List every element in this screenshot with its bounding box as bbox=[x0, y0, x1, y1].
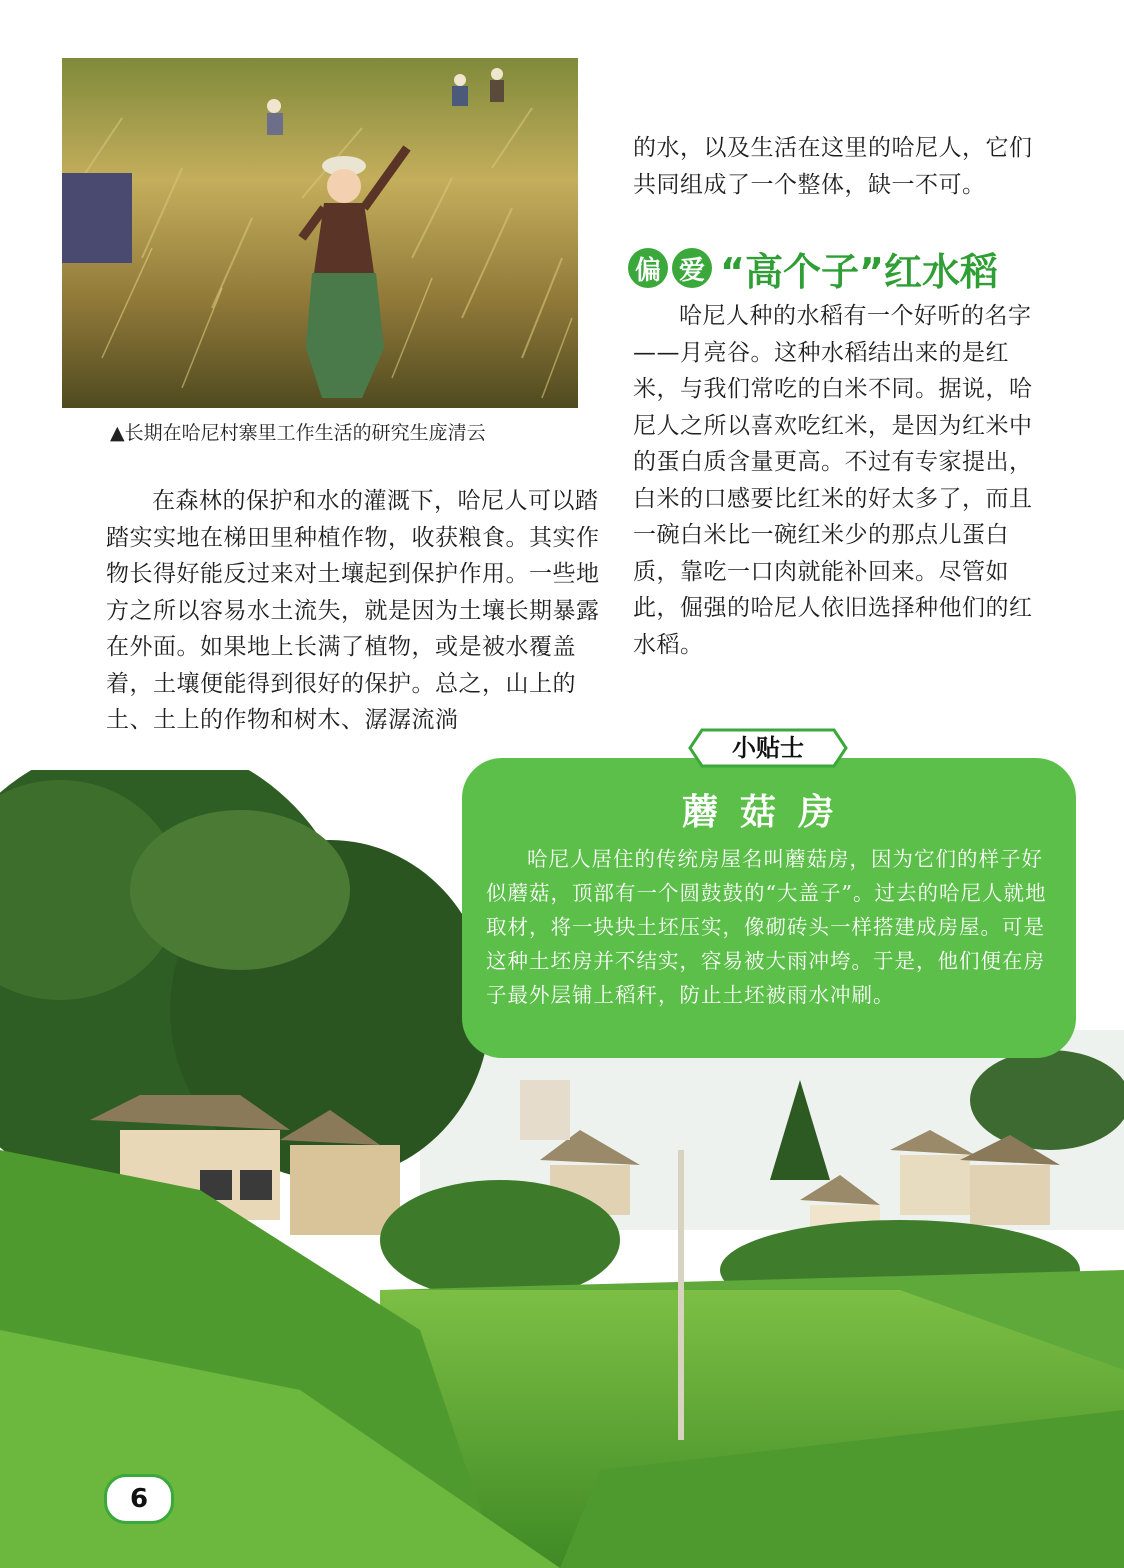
section-heading bbox=[628, 240, 998, 296]
tip-box bbox=[462, 758, 1076, 1058]
tip-title: 蘑菇房 bbox=[681, 791, 856, 833]
tip-body bbox=[486, 842, 1058, 1012]
red-rice-paragraph: 哈尼人种的水稻有一个好听的名字——月亮谷。这种水稻结出来的是红米，与我们常吃的白米不同。据说，哈尼人之所以喜欢吃红米，是因为红米中的蛋白质含量更高。不过有专家提出，白米的口感要比红米的好太多了，而且一碗白米比一碗红米少的那点儿蛋白质，靠吃一口肉就能补回来。尽管如此，倔强的哈尼人依旧选择种他们的红水稻。 bbox=[633, 303, 1033, 658]
tip-tag bbox=[688, 728, 848, 768]
soil-protection-article bbox=[106, 483, 602, 739]
heading-badge-2: 爱 bbox=[672, 248, 712, 288]
tip-body-text: 哈尼人居住的传统房屋名叫蘑菇房，因为它们的样子好似蘑菇，顶部有一个圆鼓鼓的“大盖子”。过去的哈尼人就地取材，将一块块土坯压实，像砌砖头一样搭建成房屋。可是这种土坯房并不结实，容易被大雨冲垮。于是，他们便在房子最外层铺上稻秆，防止土坯被雨水冲刷。 bbox=[486, 847, 1047, 1007]
red-rice-article bbox=[633, 298, 1053, 663]
photo-caption: ▲长期在哈尼村寨里工作生活的研究生庞清云 bbox=[110, 422, 486, 444]
heading-title: “高个子”红水稻 bbox=[720, 249, 998, 294]
right-column-continuation bbox=[633, 130, 1053, 203]
page-number: 6 bbox=[104, 1474, 174, 1524]
tip-tag-label: 小贴士 bbox=[732, 734, 804, 762]
soil-protection-paragraph: 在森林的保护和水的灌溉下，哈尼人可以踏踏实实地在梯田里种植作物，收获粮食。其实作物长得好能反过来对土壤起到保护作用。一些地方之所以容易水土流失，就是因为土壤长期暴露在外面。如果地上长满了植物，或是被水覆盖着，土壤便能得到很好的保护。总之，山上的土、土上的作物和树木、潺潺流淌 bbox=[106, 488, 600, 733]
continuation-paragraph: 的水，以及生活在这里的哈尼人，它们共同组成了一个整体，缺一不可。 bbox=[633, 135, 1033, 198]
rice-harvest-photo bbox=[62, 58, 578, 408]
heading-badge-1: 偏 bbox=[628, 248, 668, 288]
